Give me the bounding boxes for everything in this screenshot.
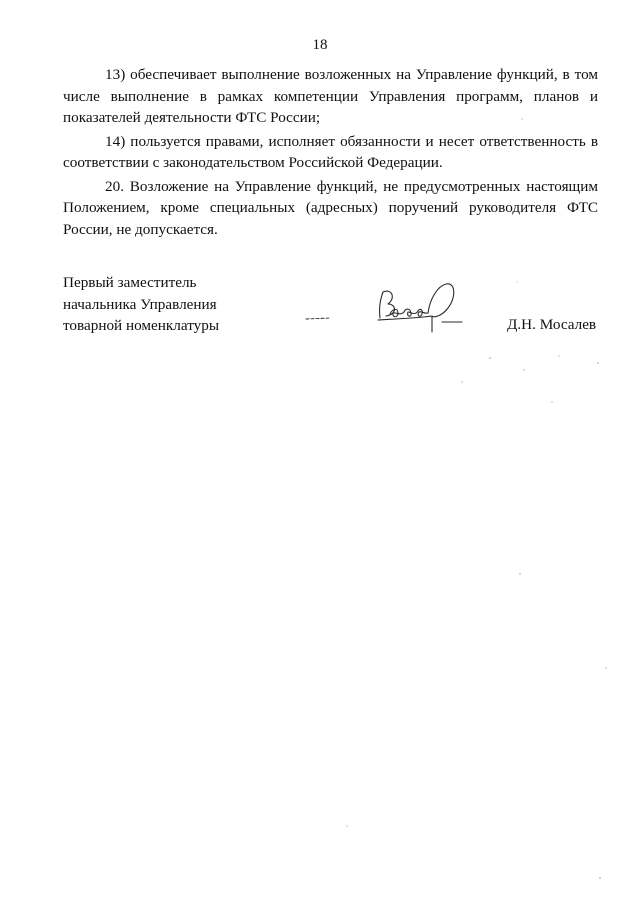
position-line-1: Первый заместитель bbox=[63, 274, 197, 291]
position-line-3: товарной номенклатуры bbox=[63, 317, 220, 334]
page-number: 18 bbox=[312, 37, 328, 53]
signatory-name: Д.Н. Мосалев bbox=[507, 316, 597, 333]
paragraph-clause-20: 20. Возложение на Управление функций, не предусмотренных настоящим Положением, кроме специальных (адресных) поручений руководителя ФТС России, не допускается. bbox=[63, 177, 598, 238]
position-line-2: начальника Управления bbox=[63, 295, 217, 313]
paragraph-item-13: 13) обеспечивает выполнение возложенных на Управление функций, в том числе выполнение в рамках компетенции Управления программ, планов и показателей деятельности ФТС России; bbox=[63, 66, 598, 126]
paragraph-item-14: 14) пользуется правами, исполняет обязанности и несет ответственность в соответствии с законодательством Российской Федерации. bbox=[63, 132, 598, 171]
